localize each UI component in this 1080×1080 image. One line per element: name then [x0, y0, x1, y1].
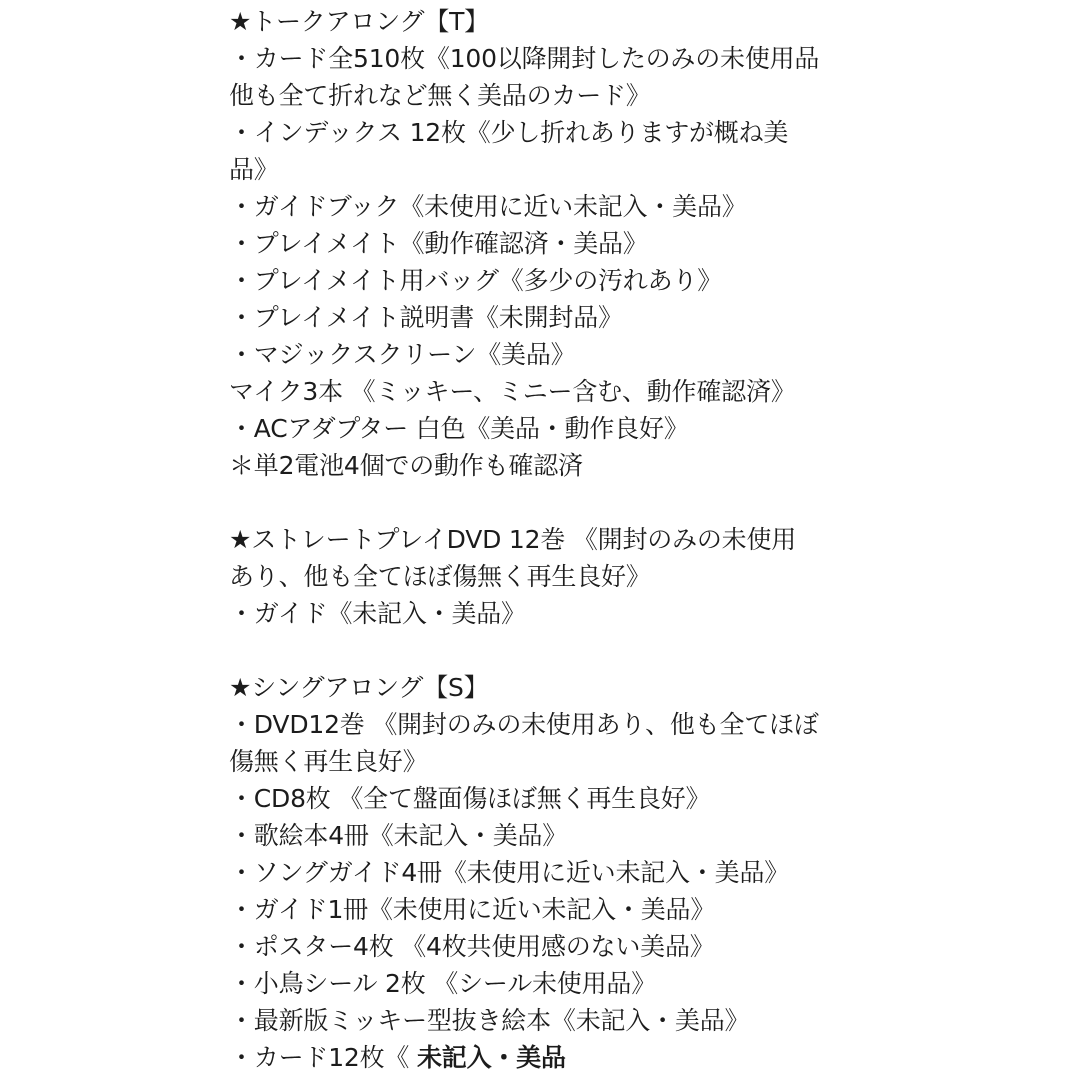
note-line: ＊単2電池4個での動作も確認済: [229, 451, 583, 480]
product-description: [229, 3, 1069, 1076]
section-heading-sing-along: ★シングアロング【S】: [229, 673, 489, 702]
list-item: ・ガイド《未記入・美品》: [229, 599, 526, 628]
list-item: ・ACアダプター 白色《美品・動作良好》: [229, 414, 689, 443]
list-item: ・DVD12巻 《開封のみの未使用あり、他も全てほぼ: [229, 710, 819, 739]
list-item: ・ポスター4枚 《4枚共使用感のない美品》: [229, 932, 715, 961]
list-item-continuation: 品》: [229, 155, 279, 184]
list-item-bold-text: 未記入・美品: [416, 1043, 566, 1072]
list-item-continuation: 他も全て折れなど無く美品のカード》: [229, 81, 651, 110]
section-heading-talk-along: ★トークアロング【T】: [229, 7, 489, 36]
list-item: ・プレイメイト《動作確認済・美品》: [229, 229, 648, 258]
list-item: ・ガイドブック《未使用に近い未記入・美品》: [229, 192, 747, 221]
list-item: ・プレイメイト説明書《未開封品》: [229, 303, 623, 332]
list-item-continuation: あり、他も全てほぼ傷無く再生良好》: [229, 562, 651, 591]
list-item: ・小鳥シール 2枚 《シール未使用品》: [229, 969, 657, 998]
list-item-prefix: ・カード12枚《: [229, 1043, 417, 1072]
list-item-partial: [229, 1039, 1069, 1076]
list-item: ・プレイメイト用バッグ《多少の汚れあり》: [229, 266, 723, 295]
list-item: ・マジックスクリーン《美品》: [229, 340, 576, 369]
list-item: マイク3本 《ミッキー、ミニー含む、動作確認済》: [229, 377, 796, 406]
list-item: ・ガイド1冊《未使用に近い未記入・美品》: [229, 895, 716, 924]
section-heading-straight-play: ★ストレートプレイDVD 12巻 《開封のみの未使用: [229, 525, 797, 554]
list-item-continuation: 傷無く再生良好》: [229, 747, 428, 776]
list-item: ・CD8枚 《全て盤面傷ほぼ無く再生良好》: [229, 784, 711, 813]
list-item: ・歌絵本4冊《未記入・美品》: [229, 821, 568, 850]
list-item: ・インデックス 12枚《少し折れありますが概ね美: [229, 118, 789, 147]
list-item: ・カード全510枚《100以降開封したのみの未使用品: [229, 44, 820, 73]
list-item: ・ソングガイド4冊《未使用に近い未記入・美品》: [229, 858, 790, 887]
blank-line: [229, 632, 1069, 669]
list-item: ・最新版ミッキー型抜き絵本《未記入・美品》: [229, 1006, 750, 1035]
blank-line: [229, 484, 1069, 521]
